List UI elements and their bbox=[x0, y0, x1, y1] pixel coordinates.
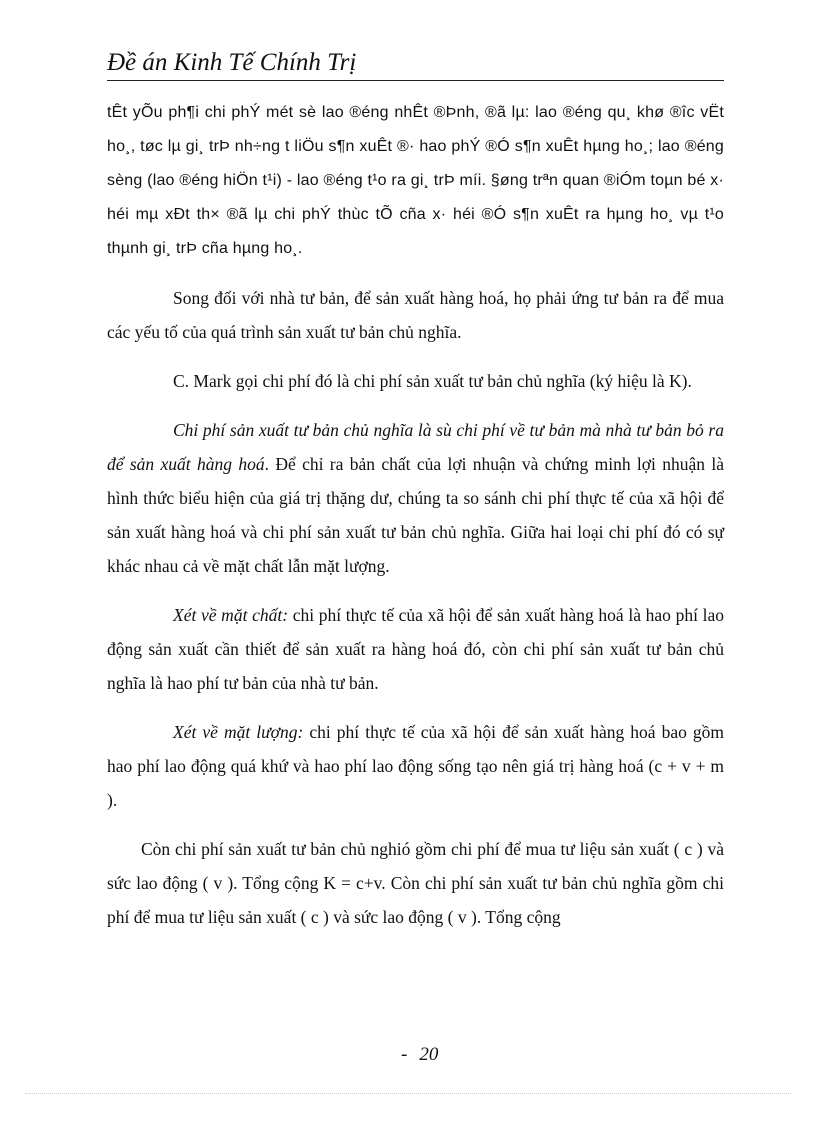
paragraph-quality-comparison bbox=[107, 598, 724, 700]
document-title: Đề án Kinh Tế Chính Trị bbox=[107, 49, 357, 76]
cost-definition-text: . Để chỉ ra bản chất của lợi nhuận và chứng minh lợi nhuận là hình thức biểu hiện của giá trị thặng dư, chúng ta so sánh chi phí thực tế của xã hội để sản xuất hàng hoá và chi phí sản xuất tư bản chủ nghĩa. Giữa hai loại chi phí đó có sự khác nhau cả về mặt chất lẫn mặt lượng. bbox=[107, 454, 724, 576]
quality-heading-italic: Xét về mặt chất: bbox=[173, 605, 289, 625]
paragraph-mark-definition: C. Mark gọi chi phí đó là chi phí sản xuất tư bản chủ nghĩa (ký hiệu là K). bbox=[173, 371, 692, 391]
body-text bbox=[107, 96, 724, 934]
quality-text: chi phí thực tế của xã hội để sản xuất hàng hoá là hao phí lao động sản xuất cần thiết để sản xuất ra hàng hoá đó, còn chi phí sản xuất tư bản chủ nghĩa là hao phí tư bản của nhà tư bản. bbox=[107, 605, 725, 693]
paragraph-cost-definition bbox=[107, 413, 724, 583]
page-footer bbox=[401, 1043, 438, 1067]
page-header bbox=[107, 46, 724, 81]
footer-dash: - bbox=[401, 1044, 408, 1065]
page-bottom-divider bbox=[25, 1093, 791, 1094]
paragraph-quantity-comparison bbox=[107, 715, 724, 817]
paragraph-garbled-encoding: tÊt yÕu ph¶i chi phÝ mét sè lao ®éng nhÊt ®Þnh, ®ã lµ: lao ®éng qu¸ khø ®îc vËt ho¸, tøc lµ gi¸ trÞ nh÷ng t liÖu s¶n xuÊt ®· hao phÝ ®Ó s¶n xuÊt hµng ho¸; lao ®éng sèng (lao ®éng hiÖn t¹i) - lao ®éng t¹o ra gi¸ trÞ míi. §øng trªn quan ®iÓm toµn bé x· héi mµ xÐt th× ®ã lµ chi phÝ thùc tÕ cña x· héi ®Ó s¶n xuÊt ra hµng ho¸ vµ t¹o thµnh gi¸ trÞ cña hµng ho¸. bbox=[107, 104, 724, 257]
quantity-heading-italic: Xét về mặt lượng: bbox=[173, 722, 304, 742]
quantity-text: chi phí thực tế của xã hội để sản xuất hàng hoá bao gồm hao phí lao động quá khứ và hao phí lao động sống tạo nên giá trị hàng hoá (c + v + m ). bbox=[107, 722, 724, 810]
page-number: 20 bbox=[419, 1044, 439, 1065]
paragraph-capitalist-cost-composition: Còn chi phí sản xuất tư bản chủ nghió gồm chi phí để mua tư liệu sản xuất ( c ) và sức lao động ( v ). Tổng cộng K = c+v. Còn chi phí sản xuất tư bản chủ nghĩa gồm chi phí để mua tư liệu sản xuất ( c ) và sức lao động ( v ). Tổng cộng bbox=[107, 839, 724, 927]
cost-definition-italic: Chi phí sản xuất tư bản chủ nghĩa là sù chi phí về tư bản mà nhà tư bản bỏ ra để sản xuất hàng hoá bbox=[107, 420, 724, 474]
paragraph-capitalist-costs: Song đối với nhà tư bản, để sản xuất hàng hoá, họ phải ứng tư bản ra để mua các yếu tố của quá trình sản xuất tư bản chủ nghĩa. bbox=[107, 288, 724, 342]
